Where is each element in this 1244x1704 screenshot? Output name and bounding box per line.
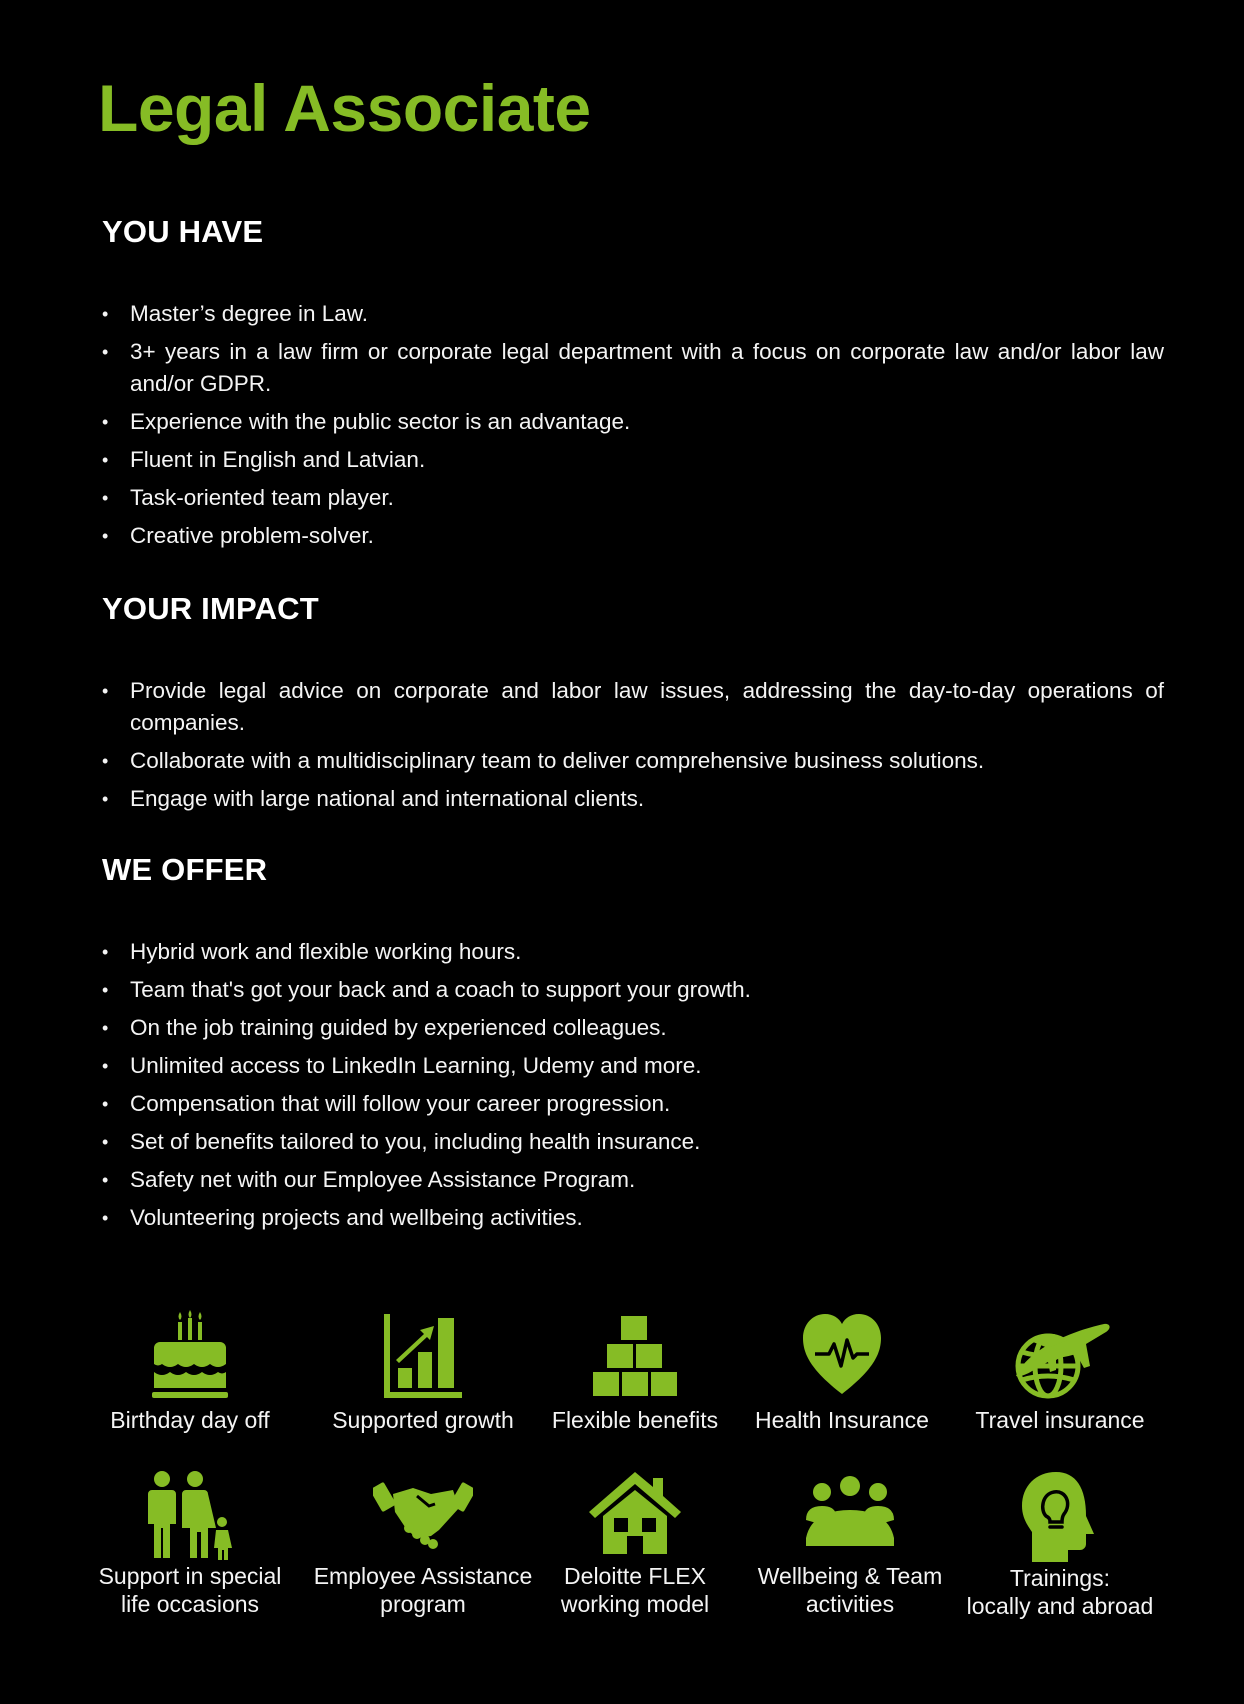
heart-pulse-icon: [801, 1310, 883, 1406]
list-item-text: On the job training guided by experienced colleagues.: [130, 1015, 667, 1040]
bullet-icon: •: [102, 450, 109, 470]
list-item-text: Collaborate with a multidisciplinary team to deliver comprehensive business solutions.: [130, 748, 985, 773]
list-item: [102, 1088, 1164, 1120]
benefit-label: Deloitte FLEX working model: [560, 1563, 710, 1617]
bullet-icon: •: [102, 681, 109, 701]
bullet-icon: •: [102, 1170, 109, 1190]
list-item-text: Unlimited access to LinkedIn Learning, Udemy and more.: [130, 1053, 702, 1078]
list-item-text: 3+ years in a law firm or corporate legal department with a focus on corporate law and/or labor law and/or GDPR.: [130, 339, 1164, 396]
list-item: [102, 974, 1164, 1006]
growth-chart-icon: [382, 1310, 464, 1406]
benefit-label: Trainings: locally and abroad: [966, 1565, 1154, 1619]
bullet-icon: •: [102, 1056, 109, 1076]
list-item: [102, 936, 1164, 968]
page-title: Legal Associate: [98, 71, 591, 145]
list-item-text: Task-oriented team player.: [130, 485, 394, 510]
bullet-icon: •: [102, 526, 109, 546]
list-item-text: Safety net with our Employee Assistance Program.: [130, 1167, 636, 1192]
impact-list: [102, 675, 1164, 815]
bullet-icon: •: [102, 980, 109, 1000]
benefit-label: Travel insurance: [975, 1407, 1145, 1433]
benefit-trainings: [945, 1470, 1175, 1620]
list-item-text: Creative problem-solver.: [130, 523, 374, 548]
family-icon: [140, 1470, 240, 1562]
list-item: [102, 444, 1164, 476]
bullet-icon: •: [102, 1094, 109, 1114]
benefit-health: [727, 1310, 957, 1434]
section-heading: YOU HAVE: [102, 214, 264, 249]
list-item-text: Team that's got your back and a coach to support your growth.: [130, 977, 751, 1002]
benefit-travel: [945, 1310, 1175, 1434]
benefit-eap: [308, 1470, 538, 1618]
benefit-growth: [308, 1310, 538, 1434]
benefit-flex: [520, 1470, 750, 1618]
benefit-label: Support in special life occasions: [98, 1563, 282, 1617]
your-impact-section: [102, 591, 1164, 821]
list-item-text: Provide legal advice on corporate and labor law issues, addressing the day-to-day operations of companies.: [130, 678, 1164, 735]
list-item-text: Master’s degree in Law.: [130, 301, 369, 326]
bullet-icon: •: [102, 342, 109, 362]
list-item-text: Compensation that will follow your career progression.: [130, 1091, 671, 1116]
bullet-icon: •: [102, 488, 109, 508]
benefit-label: Employee Assistance program: [313, 1563, 533, 1617]
team-group-icon: [802, 1470, 898, 1562]
benefit-label: Birthday day off: [110, 1407, 270, 1433]
benefit-label: Supported growth: [332, 1407, 514, 1433]
globe-plane-icon: [1008, 1310, 1112, 1406]
list-item: [102, 298, 1164, 330]
list-item: [102, 1126, 1164, 1158]
list-item: [102, 1202, 1164, 1234]
list-item-text: Volunteering projects and wellbeing activities.: [130, 1205, 583, 1230]
requirements-list: [102, 298, 1164, 552]
list-item-text: Experience with the public sector is an advantage.: [130, 409, 631, 434]
list-item: [102, 675, 1164, 739]
head-lightbulb-icon: [1020, 1470, 1100, 1564]
you-have-section: [102, 214, 1164, 558]
list-item: [102, 482, 1164, 514]
benefit-flexible: [520, 1310, 750, 1434]
list-item-text: Engage with large national and international clients.: [130, 786, 645, 811]
bullet-icon: •: [102, 304, 109, 324]
bullet-icon: •: [102, 942, 109, 962]
benefit-label: Health Insurance: [755, 1407, 929, 1433]
birthday-cake-icon: [150, 1310, 230, 1406]
offer-list: [102, 936, 1164, 1234]
list-item-text: Hybrid work and flexible working hours.: [130, 939, 522, 964]
list-item: [102, 745, 1164, 777]
list-item-text: Set of benefits tailored to you, including health insurance.: [130, 1129, 701, 1154]
bullet-icon: •: [102, 789, 109, 809]
list-item: [102, 1050, 1164, 1082]
we-offer-section: [102, 852, 1164, 1240]
benefit-birthday: [75, 1310, 305, 1434]
list-item: [102, 336, 1164, 400]
benefit-label: Flexible benefits: [551, 1407, 719, 1433]
list-item: [102, 1012, 1164, 1044]
handshake-icon: [373, 1470, 473, 1562]
list-item: [102, 1164, 1164, 1196]
benefit-wellbeing: [735, 1470, 965, 1618]
stacked-boxes-icon: [592, 1310, 678, 1406]
house-icon: [587, 1470, 683, 1562]
benefit-special-life: [75, 1470, 305, 1618]
list-item-text: Fluent in English and Latvian.: [130, 447, 426, 472]
bullet-icon: •: [102, 412, 109, 432]
section-heading: WE OFFER: [102, 852, 268, 887]
list-item: [102, 520, 1164, 552]
list-item: [102, 406, 1164, 438]
list-item: [102, 783, 1164, 815]
bullet-icon: •: [102, 1018, 109, 1038]
bullet-icon: •: [102, 1132, 109, 1152]
section-heading: YOUR IMPACT: [102, 591, 319, 626]
bullet-icon: •: [102, 751, 109, 771]
benefit-label: Wellbeing & Team activities: [757, 1563, 943, 1617]
bullet-icon: •: [102, 1208, 109, 1228]
